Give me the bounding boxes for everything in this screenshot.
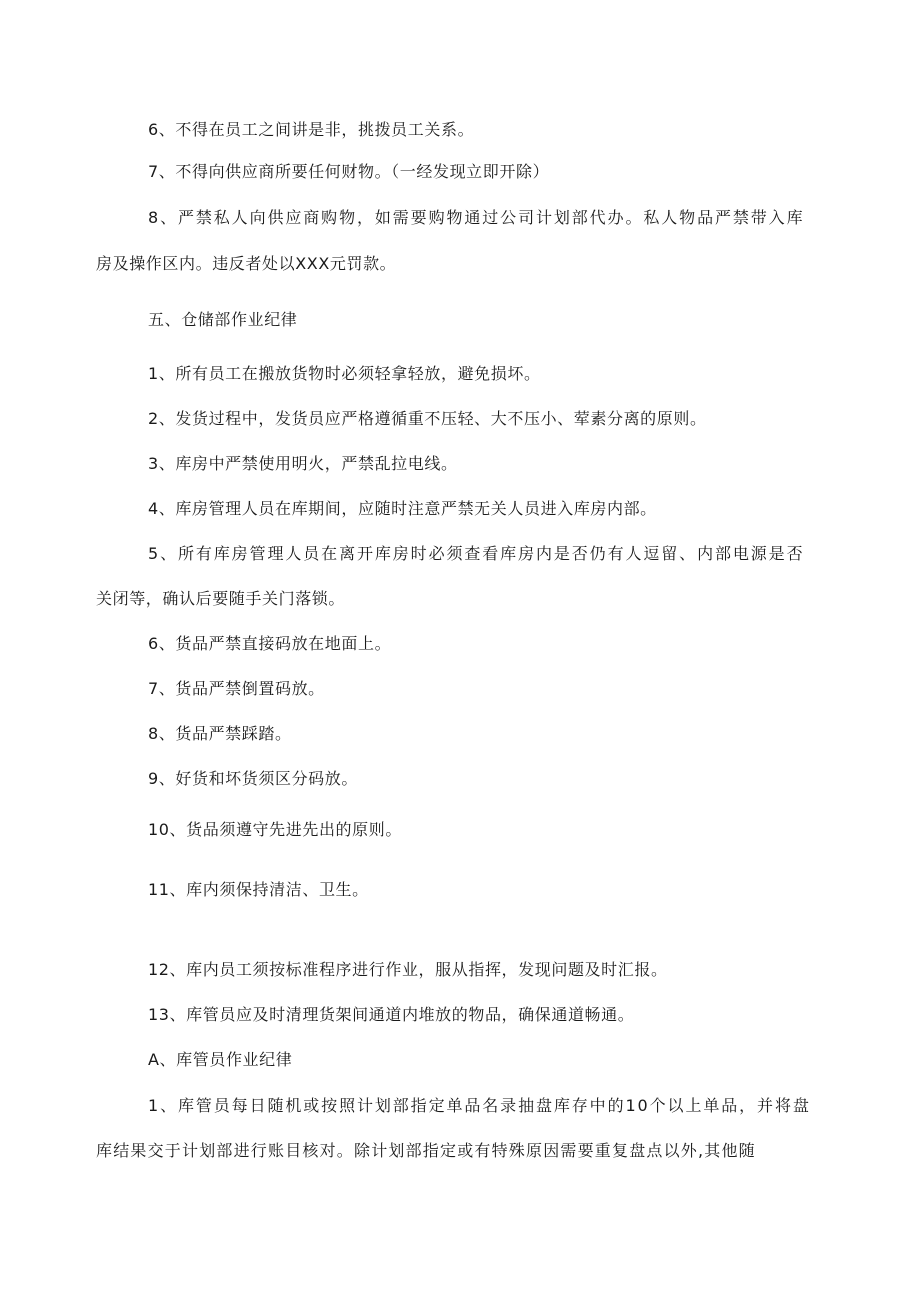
- paragraph-line: 8、货品严禁踩踏。: [148, 724, 292, 743]
- paragraph-line: 1、所有员工在搬放货物时必须轻拿轻放，避免损坏。: [148, 364, 541, 383]
- paragraph-line: 7、货品严禁倒置码放。: [148, 679, 325, 698]
- paragraph-line: 关闭等，确认后要随手关门落锁。: [96, 589, 346, 608]
- paragraph-line: 12、库内员工须按标准程序进行作业，服从指挥，发现问题及时汇报。: [148, 960, 668, 979]
- paragraph-line: 1、库管员每日随机或按照计划部指定单品名录抽盘库存中的10个以上单品，并将盘: [148, 1096, 811, 1115]
- paragraph-line: 4、库房管理人员在库期间，应随时注意严禁无关人员进入库房内部。: [148, 499, 657, 518]
- paragraph-line: 3、库房中严禁使用明火，严禁乱拉电线。: [148, 454, 458, 473]
- paragraph-line: 5、所有库房管理人员在离开库房时必须查看库房内是否仍有人逗留、内部电源是否: [148, 544, 805, 563]
- paragraph-line: 2、发货过程中，发货员应严格遵循重不压轻、大不压小、荤素分离的原则。: [148, 409, 707, 428]
- paragraph-line: 房及操作区内。违反者处以XXX元罚款。: [96, 254, 397, 273]
- paragraph-line: 10、货品须遵守先进先出的原则。: [148, 820, 402, 839]
- paragraph-line: 6、货品严禁直接码放在地面上。: [148, 634, 392, 653]
- paragraph-line: 13、库管员应及时清理货架间通道内堆放的物品，确保通道畅通。: [148, 1005, 635, 1024]
- paragraph-line: 库结果交于计划部进行账目核对。除计划部指定或有特殊原因需要重复盘点以外,其他随: [96, 1141, 756, 1160]
- paragraph-line: 11、库内须保持清洁、卫生。: [148, 880, 369, 899]
- section-heading: 五、仓储部作业纪律: [148, 310, 298, 329]
- paragraph-line: 7、不得向供应商所要任何财物。（一经发现立即开除）: [148, 162, 550, 181]
- paragraph-line: 8、严禁私人向供应商购物，如需要购物通过公司计划部代办。私人物品严禁带入库: [148, 208, 805, 227]
- paragraph-line: 9、好货和坏货须区分码放。: [148, 769, 358, 788]
- paragraph-line: 6、不得在员工之间讲是非，挑拨员工关系。: [148, 120, 475, 139]
- subsection-heading: A、库管员作业纪律: [148, 1050, 293, 1069]
